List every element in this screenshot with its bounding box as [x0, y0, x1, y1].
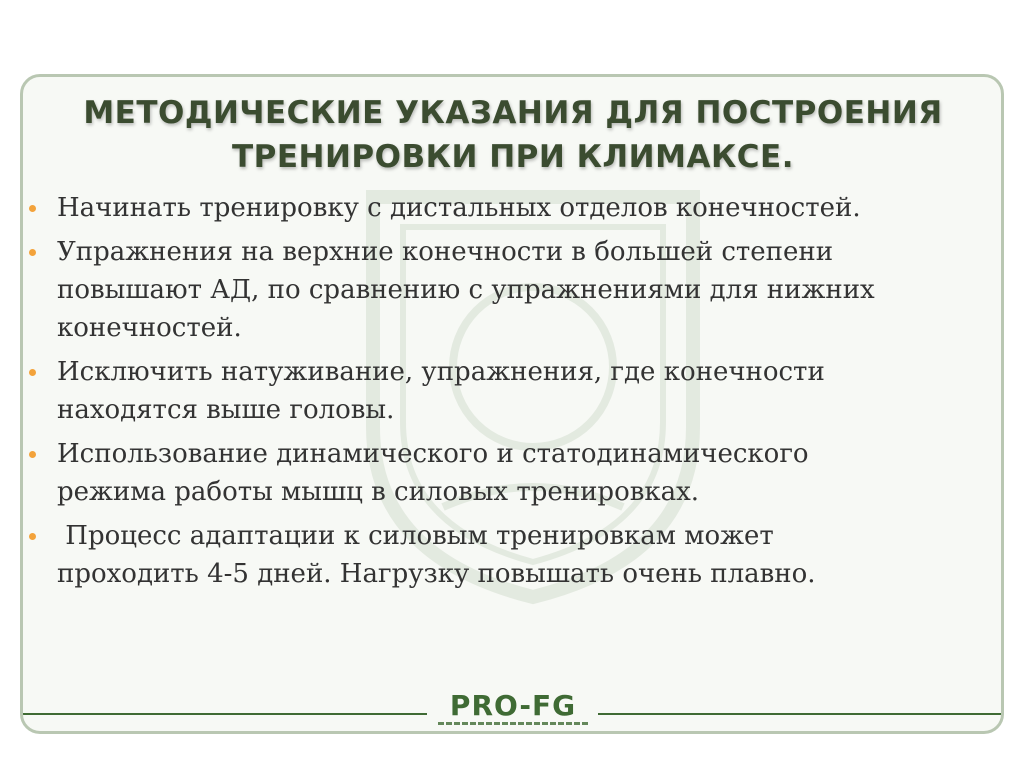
bullet-line: Использование динамического и статодинамического — [57, 439, 809, 469]
footer-divider-right — [598, 713, 1003, 715]
bullet-line: Исключить натуживание, упражнения, где конечности — [57, 357, 825, 387]
bullet-line: конечностей. — [57, 313, 242, 343]
title-line-2: ТРЕНИРОВКИ ПРИ КЛИМАКСЕ. — [231, 139, 795, 175]
bullet-line: находятся выше головы. — [57, 395, 395, 425]
dot-icon — [29, 369, 36, 376]
bullet-item — [23, 517, 983, 593]
bullet-item — [23, 233, 983, 347]
dot-icon — [29, 249, 36, 256]
bullet-item — [23, 353, 983, 429]
dot-icon — [29, 205, 36, 212]
logo-tagline-decoration — [438, 722, 588, 725]
slide-frame — [20, 74, 1004, 734]
bullet-list — [23, 189, 983, 599]
footer-divider-left — [23, 713, 427, 715]
dot-icon — [29, 533, 36, 540]
bullet-line: Начинать тренировку с дистальных отделов конечностей. — [57, 193, 861, 223]
logo-text: PRO-FG — [449, 689, 577, 722]
bullet-line: Процесс адаптации к силовым тренировкам может — [57, 521, 774, 551]
bullet-line: повышают АД, по сравнению с упражнениями для нижних — [57, 275, 875, 305]
bullet-item — [23, 435, 983, 511]
slide-title — [23, 91, 1003, 179]
bullet-line: режима работы мышц в силовых тренировках. — [57, 477, 700, 507]
bullet-item — [23, 189, 983, 227]
slide-footer — [23, 691, 1003, 731]
dot-icon — [29, 451, 36, 458]
title-line-1: МЕТОДИЧЕСКИЕ УКАЗАНИЯ ДЛЯ ПОСТРОЕНИЯ — [83, 95, 943, 131]
bullet-line: Упражнения на верхние конечности в большей степени — [57, 237, 834, 267]
bullet-line: проходить 4-5 дней. Нагрузку повышать очень плавно. — [57, 559, 816, 589]
brand-logo — [433, 691, 593, 725]
